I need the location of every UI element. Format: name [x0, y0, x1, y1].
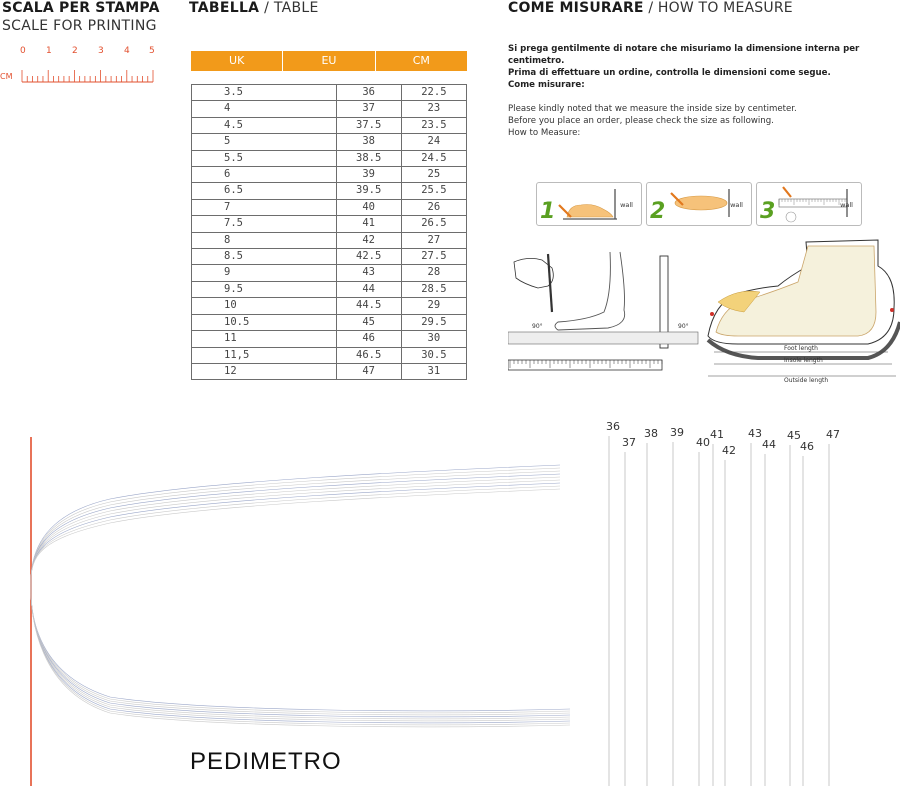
- size-lines: [606, 420, 840, 786]
- hand-icon: [514, 258, 553, 288]
- ruler-number: 4: [124, 46, 130, 56]
- ruler-number: 1: [46, 46, 52, 56]
- angle-label-right: 90°: [678, 323, 689, 330]
- foot-outline: [555, 252, 625, 330]
- pedimetro-chart: [0, 405, 900, 786]
- eu-size-label: 36: [606, 420, 620, 433]
- instruction-line: Before you place an order, please check the size as following.: [508, 116, 774, 126]
- cell-uk: 8.5: [192, 249, 337, 265]
- table-row: [192, 150, 467, 166]
- table-row: [192, 331, 467, 347]
- foot-curve: [31, 483, 570, 723]
- cell-cm: 24: [401, 134, 466, 150]
- cell-cm: 28: [401, 265, 466, 281]
- table-row: [192, 216, 467, 232]
- table-title: [189, 0, 319, 16]
- cell-eu: 46.5: [336, 347, 401, 363]
- header-cm: CM: [376, 51, 467, 71]
- cell-cm: 30.5: [401, 347, 466, 363]
- table-row: [192, 281, 467, 297]
- cell-cm: 27: [401, 232, 466, 248]
- italian-instructions: [508, 43, 898, 91]
- wall-label: wall: [840, 201, 853, 209]
- header-uk: UK: [191, 51, 283, 71]
- cell-cm: 23: [401, 101, 466, 117]
- cell-uk: 5.5: [192, 150, 337, 166]
- step-number: 1: [540, 199, 556, 224]
- cell-eu: 44.5: [336, 298, 401, 314]
- cell-uk: 12: [192, 363, 337, 379]
- measure-illustration: [508, 232, 900, 387]
- scale-subtitle: SCALE FOR PRINTING: [2, 18, 157, 34]
- step-number: 3: [760, 199, 776, 224]
- cell-cm: 25: [401, 167, 466, 183]
- table-title-sep: /: [259, 0, 274, 16]
- cell-uk: 8: [192, 232, 337, 248]
- table-row: [192, 363, 467, 379]
- how-title-sep: /: [643, 0, 658, 16]
- table-row: [192, 298, 467, 314]
- eu-size-label: 39: [670, 426, 684, 439]
- cell-eu: 36: [336, 85, 401, 101]
- cell-uk: 10.5: [192, 314, 337, 330]
- eu-size-label: 47: [826, 428, 840, 441]
- cell-uk: 6: [192, 167, 337, 183]
- instruction-line: Si prega gentilmente di notare che misuriamo la dimensione interna per centimetro.: [508, 44, 860, 66]
- size-table-header: [191, 51, 467, 71]
- ruler-unit: CM: [0, 72, 13, 81]
- table-row: [192, 347, 467, 363]
- cell-eu: 38: [336, 134, 401, 150]
- cell-cm: 29: [401, 298, 466, 314]
- ruler-number: 2: [72, 46, 78, 56]
- scale-title: SCALA PER STAMPA: [2, 0, 160, 16]
- cell-eu: 42: [336, 232, 401, 248]
- shoe-label: Outside length: [784, 377, 829, 384]
- cell-cm: 26: [401, 199, 466, 215]
- table-row: [192, 314, 467, 330]
- cell-eu: 47: [336, 363, 401, 379]
- cell-eu: 44: [336, 281, 401, 297]
- english-instructions: [508, 103, 898, 139]
- table-row: [192, 85, 467, 101]
- cell-uk: 10: [192, 298, 337, 314]
- cell-cm: 22.5: [401, 85, 466, 101]
- cell-eu: 46: [336, 331, 401, 347]
- table-row: [192, 199, 467, 215]
- cell-cm: 30: [401, 331, 466, 347]
- cell-cm: 25.5: [401, 183, 466, 199]
- foot-curve: [31, 480, 570, 721]
- cell-eu: 45: [336, 314, 401, 330]
- table-title-it: TABELLA: [189, 0, 260, 16]
- cell-eu: 39.5: [336, 183, 401, 199]
- instruction-line: Please kindly noted that we measure the inside size by centimeter.: [508, 104, 797, 114]
- cell-uk: 5: [192, 134, 337, 150]
- how-title: [508, 0, 793, 16]
- table-row: [192, 232, 467, 248]
- eu-size-label: 46: [800, 440, 814, 453]
- cell-uk: 6.5: [192, 183, 337, 199]
- how-title-it: COME MISURARE: [508, 0, 644, 16]
- step-3-panel: [756, 182, 862, 226]
- cell-uk: 11: [192, 331, 337, 347]
- instruction-line: How to Measure:: [508, 128, 581, 138]
- ruler-ticks: [0, 46, 160, 90]
- cell-eu: 41: [336, 216, 401, 232]
- cell-eu: 40: [336, 199, 401, 215]
- cell-uk: 7: [192, 199, 337, 215]
- pedimetro-title: PEDIMETRO: [190, 748, 342, 775]
- cell-uk: 7.5: [192, 216, 337, 232]
- foot-curve: [31, 489, 570, 727]
- size-table: [191, 84, 467, 380]
- table-title-en: TABLE: [273, 0, 319, 16]
- cell-cm: 28.5: [401, 281, 466, 297]
- cell-eu: 42.5: [336, 249, 401, 265]
- instruction-line: Come misurare:: [508, 80, 585, 90]
- step-1-panel: [536, 182, 642, 226]
- step-number: 2: [650, 199, 666, 224]
- eu-size-label: 45: [787, 429, 801, 442]
- angle-label-left: 90°: [532, 323, 543, 330]
- cell-uk: 4.5: [192, 117, 337, 133]
- ruler-number: 5: [149, 46, 155, 56]
- table-row: [192, 265, 467, 281]
- how-title-en: HOW TO MEASURE: [657, 0, 793, 16]
- measure-steps: [536, 182, 862, 228]
- table-row: [192, 134, 467, 150]
- cell-cm: 24.5: [401, 150, 466, 166]
- eu-size-label: 44: [762, 438, 776, 451]
- cm-ruler: [0, 46, 160, 90]
- table-row: [192, 167, 467, 183]
- cell-eu: 39: [336, 167, 401, 183]
- cell-eu: 37.5: [336, 117, 401, 133]
- cell-eu: 43: [336, 265, 401, 281]
- header-eu: EU: [283, 51, 375, 71]
- foot-curve: [31, 477, 570, 719]
- wall-label: wall: [620, 201, 633, 209]
- cell-uk: 4: [192, 101, 337, 117]
- cell-cm: 23.5: [401, 117, 466, 133]
- ruler-number: 3: [98, 46, 104, 56]
- cell-uk: 3.5: [192, 85, 337, 101]
- cell-eu: 38.5: [336, 150, 401, 166]
- wall-label: wall: [730, 201, 743, 209]
- table-row: [192, 249, 467, 265]
- shoe-label: Insole length: [784, 357, 823, 364]
- eu-size-label: 38: [644, 427, 658, 440]
- foot-outline-curves: [31, 465, 570, 727]
- foot-in-shoe: [716, 246, 876, 336]
- cell-uk: 9: [192, 265, 337, 281]
- step-2-panel: [646, 182, 752, 226]
- table-row: [192, 183, 467, 199]
- instruction-line: Prima di effettuare un ordine, controlla le dimensioni come segue.: [508, 68, 831, 78]
- cell-cm: 31: [401, 363, 466, 379]
- measure-scene-drawing: [508, 232, 900, 387]
- eu-size-label: 37: [622, 436, 636, 449]
- cell-cm: 26.5: [401, 216, 466, 232]
- eu-size-label: 40: [696, 436, 710, 449]
- eu-size-label: 43: [748, 427, 762, 440]
- table-row: [192, 117, 467, 133]
- cell-uk: 9.5: [192, 281, 337, 297]
- eu-size-label: 42: [722, 444, 736, 457]
- ruler-number: 0: [20, 46, 26, 56]
- cell-cm: 27.5: [401, 249, 466, 265]
- cell-cm: 29.5: [401, 314, 466, 330]
- cell-eu: 37: [336, 101, 401, 117]
- floor-ruler: [508, 360, 662, 370]
- eu-size-label: 41: [710, 428, 724, 441]
- table-row: [192, 101, 467, 117]
- cell-uk: 11,5: [192, 347, 337, 363]
- shoe-label: Foot length: [784, 345, 818, 352]
- foot-curve: [31, 486, 570, 725]
